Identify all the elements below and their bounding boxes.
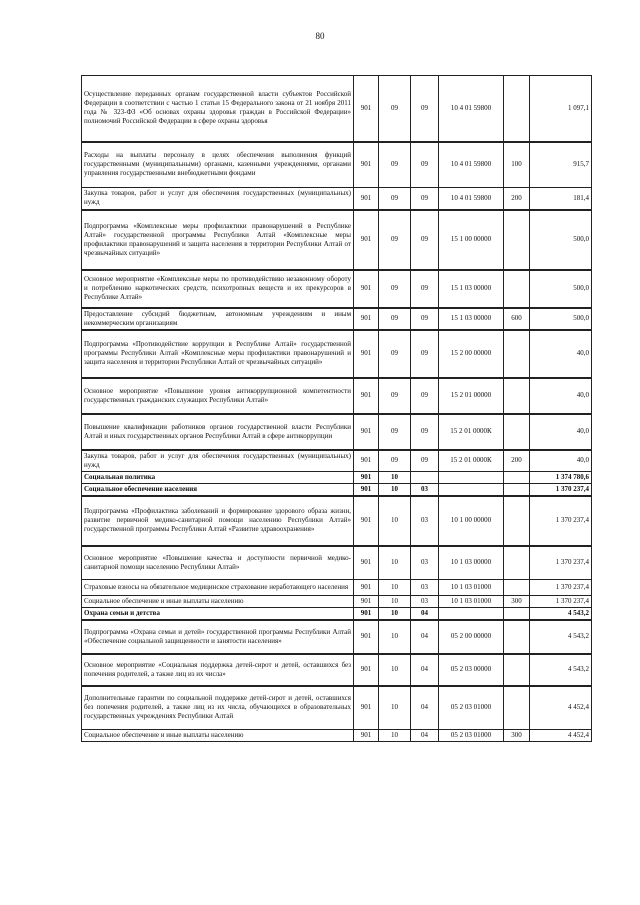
row-section: 09: [379, 450, 411, 472]
row-section: 09: [379, 414, 411, 450]
row-section: 10: [379, 472, 411, 484]
row-amount: 1 370 237,4: [530, 580, 592, 596]
row-target-article: 15 2 01 00000: [439, 378, 504, 414]
row-name: Подпрограмма «Профилактика заболеваний и формирование здорового образа жизни, развитие первичной медико-санитарной помощи населению Республики Алтай» государственной программы Республики Алтай «Развитие здравоохранения»: [82, 496, 354, 546]
row-subsection: 04: [411, 654, 439, 686]
row-target-article: 05 2 03 01000: [439, 686, 504, 730]
row-subsection: 09: [411, 210, 439, 270]
budget-table: [81, 75, 592, 742]
row-name: Социальное обеспечение и иные выплаты населению: [82, 730, 354, 742]
row-ved: 901: [354, 580, 379, 596]
row-name: Страховые взносы на обязательное медицинское страхование неработающего населения: [82, 580, 354, 596]
row-amount: 915,7: [530, 142, 592, 188]
row-expense-type: 100: [504, 142, 530, 188]
row-subsection: 09: [411, 330, 439, 378]
table-row: [82, 484, 592, 496]
row-target-article: 10 4 01 59800: [439, 188, 504, 210]
row-amount: 181,4: [530, 188, 592, 210]
row-amount: 1 370 237,4: [530, 496, 592, 546]
row-ved: 901: [354, 596, 379, 608]
row-amount: 4 543,2: [530, 620, 592, 654]
row-name: Социальное обеспечение и иные выплаты населению: [82, 596, 354, 608]
row-name: Закупка товаров, работ и услуг для обеспечения государственных (муниципальных) нужд: [82, 188, 354, 210]
table-row: [82, 608, 592, 620]
page-number: 80: [315, 31, 325, 41]
row-section: 10: [379, 484, 411, 496]
row-subsection: 09: [411, 142, 439, 188]
row-expense-type: 300: [504, 596, 530, 608]
row-ved: 901: [354, 270, 379, 308]
table-row: [82, 620, 592, 654]
row-section: 10: [379, 546, 411, 580]
row-name: Повышение квалификации работников органов государственной власти Республики Алтай и иных государственных органов Республики Алтай в сфере антикоррупции: [82, 414, 354, 450]
row-name: Основное мероприятие «Социальная поддержка детей-сирот и детей, оставшихся без попечения родителей, а также лиц из их числа»: [82, 654, 354, 686]
row-subsection: 09: [411, 270, 439, 308]
row-section: 09: [379, 210, 411, 270]
table-row: [82, 580, 592, 596]
row-subsection: 03: [411, 546, 439, 580]
row-amount: 40,0: [530, 450, 592, 472]
table-row: [82, 308, 592, 330]
row-target-article: 10 4 01 59800: [439, 142, 504, 188]
row-ved: 901: [354, 484, 379, 496]
row-ved: 901: [354, 608, 379, 620]
row-subsection: 09: [411, 450, 439, 472]
row-amount: 1 370 237,4: [530, 596, 592, 608]
table-row: [82, 450, 592, 472]
row-ved: 901: [354, 686, 379, 730]
row-name: Осуществление переданных органам государственной власти субъектов Российской Федерации в соответствии с частью 1 статьи 15 Федерального закона от 21 ноября 2011 года № 323-ФЗ «Об основах охраны здоровья граждан в Российской Федерации» полномочий Российской Федерации в сфере охраны здоровья: [82, 76, 354, 142]
row-subsection: 03: [411, 496, 439, 546]
row-subsection: 09: [411, 188, 439, 210]
row-target-article: 10 1 00 00000: [439, 496, 504, 546]
row-target-article: 15 2 01 0000К: [439, 414, 504, 450]
row-ved: 901: [354, 620, 379, 654]
row-ved: 901: [354, 546, 379, 580]
row-section: 10: [379, 580, 411, 596]
table-row: [82, 76, 592, 142]
row-name: Подпрограмма «Охрана семьи и детей» государственной программы Республики Алтай «Обеспечение социальной защищенности и занятости населения»: [82, 620, 354, 654]
row-name: Подпрограмма «Противодействие коррупции в Республике Алтай» государственной программы Республики Алтай «Комплексные меры профилактики правонарушений и защита населения и территории Республики Алтай от чрезвычайных ситуаций»: [82, 330, 354, 378]
table-row: [82, 496, 592, 546]
row-subsection: 09: [411, 308, 439, 330]
row-section: 10: [379, 496, 411, 546]
table-row: [82, 686, 592, 730]
row-expense-type: [504, 580, 530, 596]
row-ved: 901: [354, 142, 379, 188]
row-expense-type: 200: [504, 450, 530, 472]
row-target-article: 15 2 00 00000: [439, 330, 504, 378]
row-name: Расходы на выплаты персоналу в целях обеспечения выполнения функций государственными (муниципальными) органами, казенными учреждениями, органами управления государственными внебюджетными фондами: [82, 142, 354, 188]
row-expense-type: [504, 210, 530, 270]
budget-table-body: [82, 76, 592, 742]
row-ved: 901: [354, 76, 379, 142]
row-target-article: 15 1 03 00000: [439, 270, 504, 308]
row-amount: 1 370 237,4: [530, 484, 592, 496]
row-amount: 500,0: [530, 210, 592, 270]
row-subsection: 03: [411, 596, 439, 608]
row-section: 09: [379, 76, 411, 142]
row-ved: 901: [354, 450, 379, 472]
row-target-article: 05 2 03 01000: [439, 730, 504, 742]
row-section: 09: [379, 378, 411, 414]
row-target-article: 15 1 03 00000: [439, 308, 504, 330]
row-name: Основное мероприятие «Повышение уровня антикоррупционной компетентности государственных гражданских служащих Республики Алтай»: [82, 378, 354, 414]
row-ved: 901: [354, 210, 379, 270]
row-subsection: 04: [411, 608, 439, 620]
table-row: [82, 270, 592, 308]
row-ved: 901: [354, 654, 379, 686]
row-subsection: 09: [411, 76, 439, 142]
table-row: [82, 330, 592, 378]
table-row: [82, 210, 592, 270]
row-section: 10: [379, 620, 411, 654]
row-expense-type: [504, 608, 530, 620]
row-amount: 500,0: [530, 308, 592, 330]
row-expense-type: [504, 414, 530, 450]
row-amount: 40,0: [530, 414, 592, 450]
row-expense-type: [504, 546, 530, 580]
row-section: 09: [379, 188, 411, 210]
row-name: Социальное обеспечение населения: [82, 484, 354, 496]
table-row: [82, 730, 592, 742]
row-subsection: 09: [411, 414, 439, 450]
row-name: Дополнительные гарантии по социальной поддержке детей-сирот и детей, оставшихся без попечения родителей, а также лиц из их числа, обучающихся в образовательных государственных учреждениях Республики Алтай: [82, 686, 354, 730]
row-ved: 901: [354, 330, 379, 378]
row-expense-type: [504, 76, 530, 142]
row-subsection: 04: [411, 730, 439, 742]
row-ved: 901: [354, 378, 379, 414]
row-name: Охрана семьи и детства: [82, 608, 354, 620]
row-section: 10: [379, 596, 411, 608]
row-amount: 40,0: [530, 378, 592, 414]
row-section: 09: [379, 142, 411, 188]
table-row: [82, 472, 592, 484]
row-name: Основное мероприятие «Повышение качества и доступности первичной медико-санитарной помощи населению Республики Алтай»: [82, 546, 354, 580]
row-name: Предоставление субсидий бюджетным, автономным учреждениям и иным некоммерческим организациям: [82, 308, 354, 330]
row-target-article: 05 2 00 00000: [439, 620, 504, 654]
table-row: [82, 596, 592, 608]
row-expense-type: [504, 484, 530, 496]
row-target-article: 15 2 01 0000К: [439, 450, 504, 472]
row-amount: 4 452,4: [530, 686, 592, 730]
row-name: Закупка товаров, работ и услуг для обеспечения государственных (муниципальных) нужд: [82, 450, 354, 472]
row-expense-type: [504, 496, 530, 546]
row-target-article: 10 1 03 01000: [439, 580, 504, 596]
table-row: [82, 654, 592, 686]
row-target-article: 10 4 01 59800: [439, 76, 504, 142]
row-section: 10: [379, 654, 411, 686]
table-row: [82, 142, 592, 188]
row-ved: 901: [354, 308, 379, 330]
row-ved: 901: [354, 730, 379, 742]
row-section: 09: [379, 270, 411, 308]
row-expense-type: [504, 472, 530, 484]
row-target-article: [439, 472, 504, 484]
row-expense-type: 600: [504, 308, 530, 330]
row-amount: 4 543,2: [530, 608, 592, 620]
row-amount: 1 370 237,4: [530, 546, 592, 580]
row-ved: 901: [354, 414, 379, 450]
row-amount: 1 374 780,6: [530, 472, 592, 484]
row-target-article: 15 1 00 00000: [439, 210, 504, 270]
row-ved: 901: [354, 496, 379, 546]
row-amount: 4 452,4: [530, 730, 592, 742]
table-row: [82, 546, 592, 580]
row-subsection: [411, 472, 439, 484]
table-row: [82, 414, 592, 450]
row-section: 09: [379, 308, 411, 330]
row-target-article: 10 1 03 01000: [439, 596, 504, 608]
row-target-article: [439, 608, 504, 620]
row-subsection: 04: [411, 686, 439, 730]
row-expense-type: [504, 378, 530, 414]
row-ved: 901: [354, 472, 379, 484]
row-subsection: 09: [411, 378, 439, 414]
row-expense-type: [504, 620, 530, 654]
row-amount: 1 097,1: [530, 76, 592, 142]
row-name: Основное мероприятие «Комплексные меры по противодействию незаконному обороту и потреблению наркотических средств, психотропных веществ и их прекурсоров в Республике Алтай»: [82, 270, 354, 308]
row-amount: 40,0: [530, 330, 592, 378]
row-subsection: 03: [411, 484, 439, 496]
row-ved: 901: [354, 188, 379, 210]
row-target-article: 05 2 03 00000: [439, 654, 504, 686]
row-expense-type: [504, 686, 530, 730]
row-target-article: [439, 484, 504, 496]
row-expense-type: [504, 330, 530, 378]
row-section: 09: [379, 330, 411, 378]
row-expense-type: [504, 654, 530, 686]
row-name: Подпрограмма «Комплексные меры профилактики правонарушений в Республике Алтай» государственной программы Республики Алтай «Комплексные меры профилактики правонарушений и защита населения в территории Республики Алтай от чрезвычайных ситуаций»: [82, 210, 354, 270]
row-name: Социальная политика: [82, 472, 354, 484]
row-expense-type: 200: [504, 188, 530, 210]
table-row: [82, 378, 592, 414]
row-amount: 500,0: [530, 270, 592, 308]
row-section: 10: [379, 730, 411, 742]
row-section: 10: [379, 608, 411, 620]
row-expense-type: [504, 270, 530, 308]
row-subsection: 03: [411, 580, 439, 596]
row-section: 10: [379, 686, 411, 730]
row-expense-type: 300: [504, 730, 530, 742]
row-subsection: 04: [411, 620, 439, 654]
row-amount: 4 543,2: [530, 654, 592, 686]
row-target-article: 10 1 03 00000: [439, 546, 504, 580]
table-row: [82, 188, 592, 210]
